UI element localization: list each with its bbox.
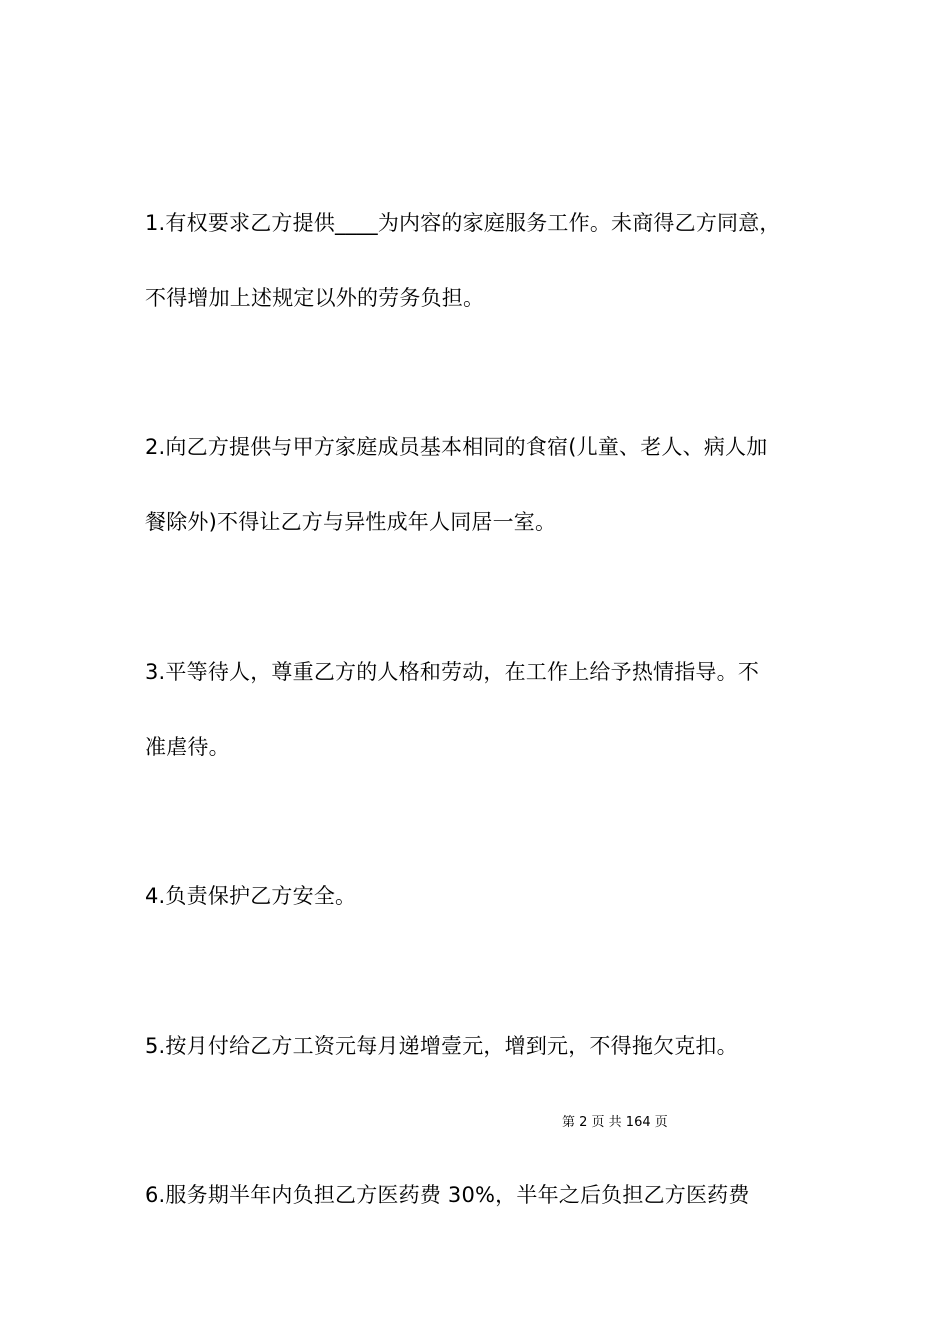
page-footer: 第 2 页 共 164 页	[562, 1115, 668, 1130]
clause-2-line-2: 餐除外)不得让乙方与异性成年人同居一室。	[145, 510, 557, 534]
clause-3-line-2: 准虐待。	[145, 735, 230, 759]
clause-1-line-1: 1.有权要求乙方提供____为内容的家庭服务工作。未商得乙方同意，	[145, 211, 781, 235]
clause-3-line-1: 3.平等待人，尊重乙方的人格和劳动，在工作上给予热情指导。不	[145, 660, 760, 684]
clause-2-line-1: 2.向乙方提供与甲方家庭成员基本相同的食宿(儿童、老人、病人加	[145, 435, 768, 459]
clause-1-line-2: 不得增加上述规定以外的劳务负担。	[145, 286, 485, 310]
clause-5-line-1: 5.按月付给乙方工资元每月递增壹元，增到元，不得拖欠克扣。	[145, 1034, 738, 1058]
clause-4-line-1: 4.负责保护乙方安全。	[145, 884, 357, 908]
clause-6-line-1: 6.服务期半年内负担乙方医药费 30%，半年之后负担乙方医药费	[145, 1183, 750, 1207]
